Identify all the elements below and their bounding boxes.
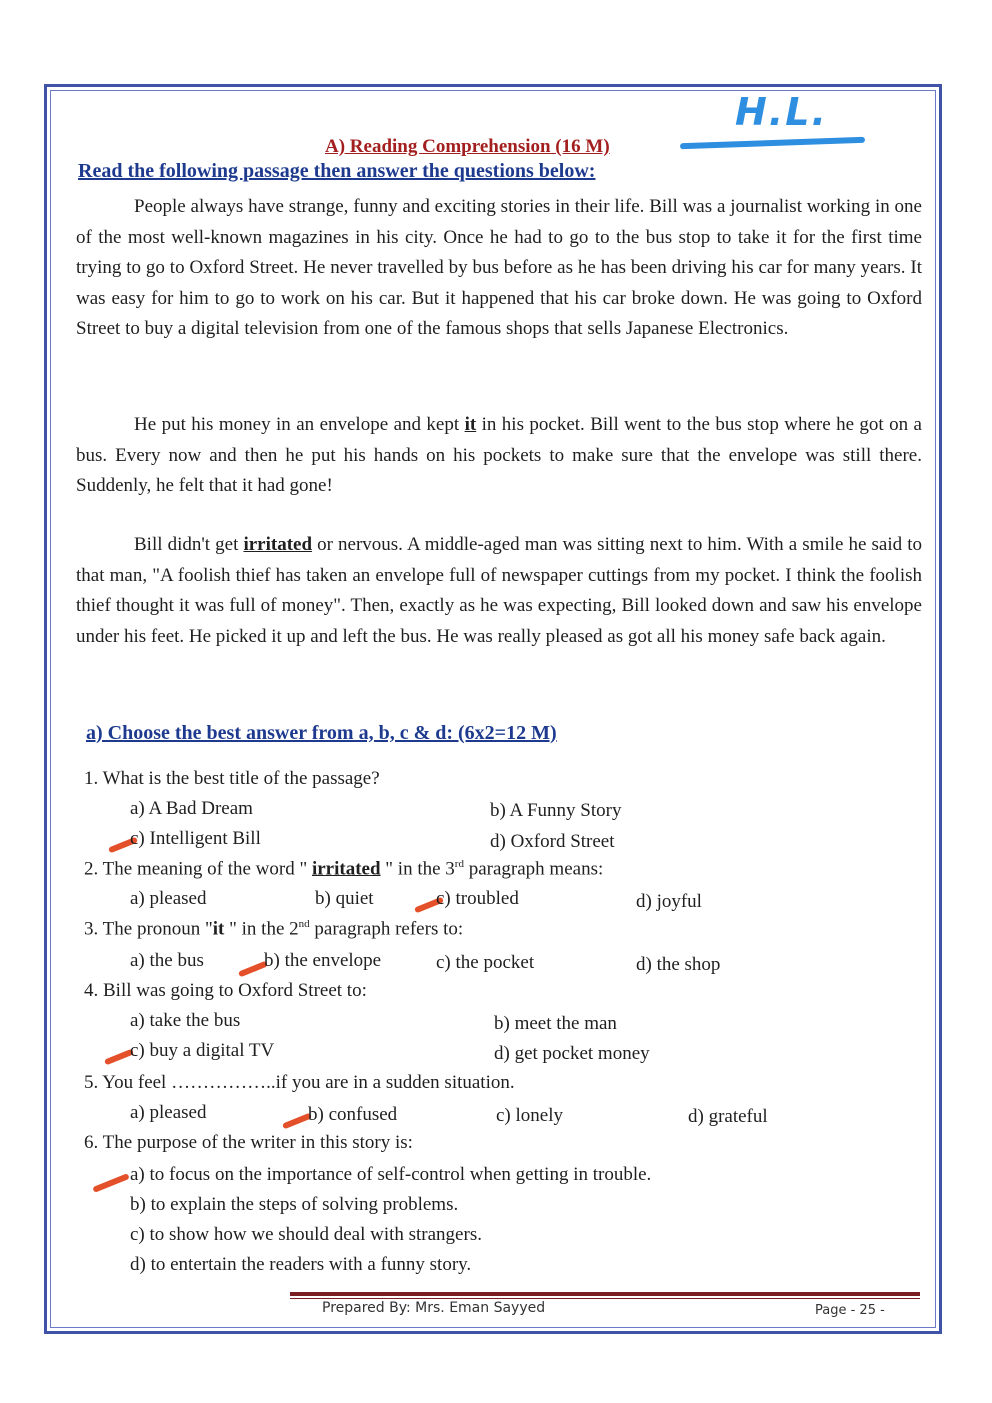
q4-option-d[interactable]: d) get pocket money <box>494 1043 650 1064</box>
q1-option-a[interactable]: a) A Bad Dream <box>130 798 253 819</box>
passage-paragraph-1: People always have strange, funny and exciting stories in their life. Bill was a journalist working in one of the most well-known magazines in his city. Once he had to go to the bus stop to take it for the first time trying to go to Oxford Street. He never travelled by bus before as he has been driving his car for many years. It was easy for him to go to work on his car. But it happened that his car broke down. He was going to Oxford Street to buy a digital television from one of the famous shops that sells Japanese Electronics. <box>76 196 922 339</box>
question-2: 2. The meaning of the word " irritated " in the 3rd paragraph means: <box>84 858 604 880</box>
q2-option-b[interactable]: b) quiet <box>315 888 374 909</box>
q6-option-d[interactable]: d) to entertain the readers with a funny story. <box>130 1254 472 1275</box>
q3-option-b[interactable]: b) the envelope <box>264 950 382 971</box>
q4-option-c[interactable]: c) buy a digital TV <box>130 1040 275 1061</box>
q6-option-b[interactable]: b) to explain the steps of solving problems. <box>130 1194 459 1215</box>
question-4: 4. Bill was going to Oxford Street to: <box>84 980 367 1001</box>
q3-option-c[interactable]: c) the pocket <box>436 952 535 973</box>
passage-paragraph-2: He put his money in an envelope and kept it in his pocket. Bill went to the bus stop where he got on a bus. Every now and then he put his hands on his pockets to make sure that the envelope was still there. Suddenly, he felt that it had gone! <box>76 414 922 496</box>
handwritten-mark: H.L. <box>735 90 828 134</box>
q2-option-c[interactable]: c) troubled <box>436 888 519 909</box>
q2-option-a[interactable]: a) pleased <box>130 888 207 909</box>
questions-heading: a) Choose the best answer from a, b, c & d: (6x2=12 M) <box>86 722 557 744</box>
q4-option-b[interactable]: b) meet the man <box>494 1013 617 1034</box>
q6-option-a[interactable]: a) to focus on the importance of self-control when getting in trouble. <box>130 1164 652 1185</box>
q1-option-b[interactable]: b) A Funny Story <box>490 800 622 821</box>
q1-option-c[interactable]: c) Intelligent Bill <box>130 828 261 849</box>
q5-option-a[interactable]: a) pleased <box>130 1102 207 1123</box>
underlined-word-it: it <box>464 414 477 435</box>
footer-divider <box>290 1292 920 1296</box>
q1-option-d[interactable]: d) Oxford Street <box>490 831 615 852</box>
q3-option-d[interactable]: d) the shop <box>636 954 721 975</box>
section-title: A) Reading Comprehension (16 M) <box>325 136 610 157</box>
q6-option-c[interactable]: c) to show how we should deal with strangers. <box>130 1224 482 1245</box>
passage-paragraph-3: Bill didn't get irritated or nervous. A middle-aged man was sitting next to him. With a smile he said to that man, "A foolish thief has taken an envelope full of newspaper cuttings from my pocket. I think the foolish thief thought it was full of money". Then, exactly as he was expecting, Bill looked down and saw his envelope under his feet. He picked it up and left the bus. He was really pleased as got all his money safe back again. <box>76 534 922 647</box>
question-1: 1. What is the best title of the passage? <box>84 768 380 789</box>
underlined-word-irritated: irritated <box>243 534 313 555</box>
q5-option-b[interactable]: b) confused <box>308 1104 398 1125</box>
question-6: 6. The purpose of the writer in this story is: <box>84 1132 413 1153</box>
q4-option-a[interactable]: a) take the bus <box>130 1010 241 1031</box>
q3-option-a[interactable]: a) the bus <box>130 950 204 971</box>
question-5: 5. You feel ……………..if you are in a sudden situation. <box>84 1072 515 1093</box>
footer-author: Prepared By: Mrs. Eman Sayyed <box>322 1300 546 1316</box>
q5-option-c[interactable]: c) lonely <box>496 1105 564 1126</box>
question-3: 3. The pronoun "it " in the 2nd paragraph refers to: <box>84 918 464 940</box>
page-number: Page - 25 - <box>815 1303 885 1318</box>
instruction-heading: Read the following passage then answer the questions below: <box>78 160 596 182</box>
q5-option-d[interactable]: d) grateful <box>688 1106 768 1127</box>
q2-option-d[interactable]: d) joyful <box>636 891 702 912</box>
footer-divider-thin <box>290 1298 920 1299</box>
